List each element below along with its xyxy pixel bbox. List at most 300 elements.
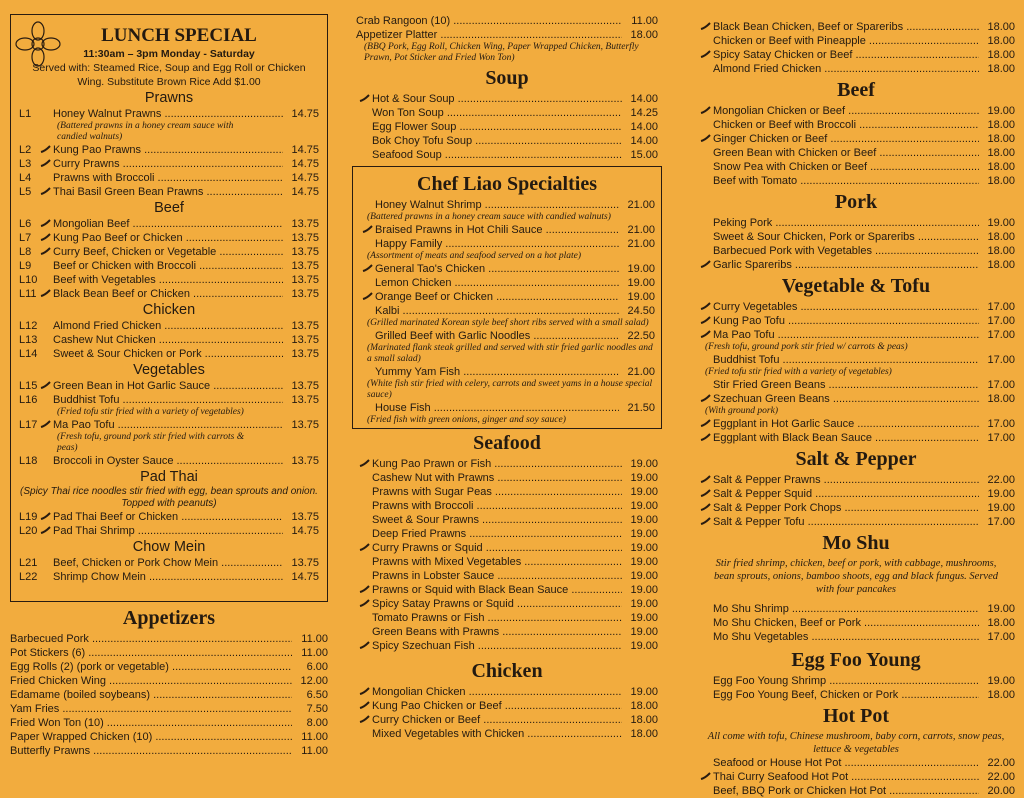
item-code: L16 (19, 394, 38, 406)
item-name: Happy Family ..... (375, 237, 619, 251)
hot-spicy-icon (697, 132, 713, 146)
hot-spicy-icon (359, 223, 375, 237)
item-price: 21.00 (627, 238, 655, 250)
menu-item-row (697, 62, 1015, 76)
item-price: 11.00 (301, 633, 328, 645)
item-name: Chicken or Beef with Broccoli ..... (713, 118, 979, 132)
item-name: Stir Fried Green Beans ..... (713, 378, 979, 392)
hot-spicy-icon (359, 290, 375, 304)
beef-list (697, 104, 1015, 188)
column-left (10, 0, 328, 758)
menu-item-row (19, 570, 319, 584)
item-name: Curry Prawns or Squid ..... (372, 541, 622, 555)
lunch-group-title: Chicken (142, 302, 196, 318)
item-description: (With ground pork) (705, 406, 779, 416)
menu-item-row (19, 319, 319, 333)
lunch-hours: 11:30am – 3pm Monday - Saturday (83, 48, 255, 60)
item-price: 18.00 (987, 175, 1015, 187)
item-price: 15.00 (630, 149, 658, 161)
item-price: 19.00 (630, 640, 658, 652)
item-name: Pad Thai Shrimp ..... (53, 524, 283, 538)
hot-spicy-icon (697, 431, 713, 445)
hot-spicy-icon (697, 20, 713, 34)
item-price: 21.00 (627, 199, 655, 211)
item-name: Kalbi ..... (375, 304, 619, 318)
item-name: Almond Fried Chicken ..... (713, 62, 979, 76)
menu-item-row (356, 569, 658, 583)
item-price: 19.00 (987, 488, 1015, 500)
item-name: Seafood Soup ..... (372, 148, 622, 162)
item-price: 19.00 (630, 458, 658, 470)
item-name: Prawns with Sugar Peas ..... (372, 485, 622, 499)
item-name: Honey Walnut Prawns ..... (53, 107, 283, 121)
item-price: 19.00 (630, 528, 658, 540)
item-name: Spicy Satay Chicken or Beef ..... (713, 48, 979, 62)
menu-item-row (10, 702, 328, 716)
menu-item-row (19, 347, 319, 361)
item-name: Paper Wrapped Chicken (10) ..... (10, 730, 292, 744)
egg-foo-young-title: Egg Foo Young (791, 649, 921, 671)
item-price: 19.00 (630, 472, 658, 484)
item-code: L20 (19, 525, 38, 537)
item-name: Deep Fried Prawns ..... (372, 527, 622, 541)
item-name: Szechuan Green Beans ..... (713, 392, 979, 406)
item-description: (Battered prawns in a honey cream sauce with candied walnuts) (367, 212, 611, 222)
item-code: L4 (19, 172, 32, 184)
item-name: Mongolian Beef ..... (53, 217, 283, 231)
menu-item-row (697, 216, 1015, 230)
item-price: 20.00 (987, 785, 1015, 797)
menu-item-row (10, 674, 328, 688)
item-name: Lemon Chicken ..... (375, 276, 619, 290)
hot-spicy-icon (356, 639, 372, 653)
menu-item-row (19, 185, 319, 199)
item-name: Buddhist Tofu ..... (713, 353, 979, 367)
item-price: 13.75 (291, 246, 319, 258)
item-price: 18.00 (630, 728, 658, 740)
menu-item-row (697, 244, 1015, 258)
salt-pepper-list (697, 473, 1015, 529)
item-code: L14 (19, 348, 38, 360)
flower-logo-icon (13, 19, 63, 69)
menu-item-row (697, 48, 1015, 62)
hot-spicy-icon (37, 185, 53, 199)
item-price: 14.75 (291, 144, 319, 156)
item-description: (Battered prawns in a honey cream sauce with candied walnuts) (57, 121, 234, 142)
menu-item-row (359, 401, 655, 415)
menu-item-row (697, 353, 1015, 367)
item-description: (Assortment of meats and seafood served on a hot plate) (367, 251, 581, 261)
item-price: 21.50 (627, 402, 655, 414)
item-price: 8.00 (306, 717, 328, 729)
item-name: Green Beans with Prawns ..... (372, 625, 622, 639)
item-name: Orange Beef or Chicken ..... (375, 290, 619, 304)
chicken-cont-list (697, 20, 1015, 76)
hot-spicy-icon (697, 770, 713, 784)
menu-item-row (356, 14, 658, 28)
item-name: Kung Pao Prawns ..... (53, 143, 283, 157)
item-price: 17.00 (987, 315, 1015, 327)
item-name: Prawns or Squid with Black Bean Sauce ..... (372, 583, 622, 597)
item-price: 22.00 (987, 771, 1015, 783)
item-price: 21.00 (627, 224, 655, 236)
item-price: 18.00 (987, 393, 1015, 405)
lunch-group-items (19, 107, 319, 199)
hot-spicy-icon (37, 524, 53, 538)
hot-spicy-icon (356, 541, 372, 555)
item-price: 18.00 (987, 147, 1015, 159)
soup-title: Soup (485, 67, 529, 89)
item-name: Mongolian Chicken or Beef ..... (713, 104, 979, 118)
item-price: 11.00 (301, 745, 328, 757)
item-name: Prawns in Lobster Sauce ..... (372, 569, 622, 583)
menu-item-row (356, 92, 658, 106)
lunch-group-items (19, 379, 319, 468)
lunch-group-description: (Spicy Thai rice noodles stir fried with egg, bean sprouts and onion. Topped with peanuts) (20, 486, 318, 509)
item-price: 22.00 (987, 474, 1015, 486)
hot-spicy-icon (37, 231, 53, 245)
menu-item-row (359, 262, 655, 276)
item-price: 14.00 (630, 135, 658, 147)
menu-item-row (10, 688, 328, 702)
item-price: 13.75 (291, 232, 319, 244)
hot-spicy-icon (356, 583, 372, 597)
item-name: Kung Pao Chicken or Beef ..... (372, 699, 622, 713)
item-name: Hot & Sour Soup ..... (372, 92, 622, 106)
menu-item-row (697, 392, 1015, 406)
item-code: L2 (19, 144, 32, 156)
hot-spicy-icon (697, 501, 713, 515)
item-price: 14.25 (630, 107, 658, 119)
item-price: 6.00 (306, 661, 328, 673)
hot-spicy-icon (697, 48, 713, 62)
item-price: 19.00 (630, 584, 658, 596)
hot-spicy-icon (697, 300, 713, 314)
egg-foo-young-list (697, 674, 1015, 702)
menu-item-row (359, 329, 655, 343)
item-price: 14.00 (630, 93, 658, 105)
item-name: Tomato Prawns or Fish ..... (372, 611, 622, 625)
menu-item-row (19, 107, 319, 121)
item-price: 14.75 (291, 172, 319, 184)
lunch-groups (19, 89, 319, 584)
item-price: 13.75 (291, 380, 319, 392)
menu-item-row (697, 160, 1015, 174)
veg-tofu-list (697, 300, 1015, 445)
item-name: Kung Pao Tofu ..... (713, 314, 979, 328)
item-name: Black Bean Chicken, Beef or Spareribs ..... (713, 20, 979, 34)
hot-spicy-icon (37, 157, 53, 171)
item-description: (Fried tofu stir fried with a variety of vegetables) (57, 407, 244, 417)
item-price: 13.75 (291, 419, 319, 431)
item-name: Black Bean Beef or Chicken ..... (53, 287, 283, 301)
menu-item-row (356, 106, 658, 120)
chef-specialties-box (352, 166, 662, 429)
menu-item-row (356, 513, 658, 527)
hot-spicy-icon (356, 457, 372, 471)
menu-item-row (19, 143, 319, 157)
menu-item-row (19, 231, 319, 245)
item-price: 13.75 (291, 288, 319, 300)
chicken-list (356, 685, 658, 741)
item-name: Spicy Szechuan Fish ..... (372, 639, 622, 653)
menu-item-row (697, 174, 1015, 188)
menu-item-row (697, 417, 1015, 431)
item-price: 17.00 (987, 301, 1015, 313)
menu-item-row (697, 602, 1015, 616)
hot-spicy-icon (697, 487, 713, 501)
menu-item-row (697, 630, 1015, 644)
menu-item-row (19, 524, 319, 538)
item-name: Beef with Vegetables ..... (53, 273, 283, 287)
pork-title: Pork (834, 191, 878, 213)
item-description: (Fresh tofu, ground pork stir fried with carrots & peas) (57, 432, 245, 453)
hot-pot-description: All come with tofu, Chinese mushroom, baby corn, carrots, snow peas, lettuce & vegetables (707, 731, 1005, 755)
menu-item-row (697, 616, 1015, 630)
item-price: 11.00 (631, 15, 658, 27)
menu-item-row (697, 328, 1015, 342)
item-name: Pad Thai Beef or Chicken ..... (53, 510, 283, 524)
menu-item-row (10, 716, 328, 730)
menu-item-row (19, 259, 319, 273)
menu-item-row (10, 730, 328, 744)
item-price: 18.00 (987, 231, 1015, 243)
item-name: Ma Pao Tofu ..... (713, 328, 979, 342)
hot-spicy-icon (697, 515, 713, 529)
item-price: 18.00 (987, 119, 1015, 131)
item-price: 21.00 (627, 366, 655, 378)
hot-spicy-icon (37, 379, 53, 393)
item-name: Pot Stickers (6) ..... (10, 646, 292, 660)
menu-item-row (697, 378, 1015, 392)
hot-spicy-icon (37, 245, 53, 259)
item-price: 17.00 (987, 329, 1015, 341)
item-price: 19.00 (630, 556, 658, 568)
menu-item-row (359, 237, 655, 251)
menu-item-row (356, 597, 658, 611)
menu-item-row (697, 784, 1015, 798)
item-price: 22.00 (987, 757, 1015, 769)
item-name: Ma Pao Tofu ..... (53, 418, 283, 432)
menu-item-row (697, 258, 1015, 272)
menu-item-row (697, 118, 1015, 132)
item-code: L9 (19, 260, 32, 272)
menu-item-row (356, 457, 658, 471)
salt-pepper-title: Salt & Pepper (795, 448, 917, 470)
menu-item-row (19, 217, 319, 231)
item-price: 19.00 (987, 502, 1015, 514)
item-name: Green Bean in Hot Garlic Sauce ..... (53, 379, 283, 393)
item-price: 19.00 (630, 570, 658, 582)
item-price: 13.75 (291, 394, 319, 406)
menu-item-row (356, 499, 658, 513)
item-price: 14.75 (291, 108, 319, 120)
menu-item-row (10, 632, 328, 646)
menu-item-row (19, 245, 319, 259)
item-name: Barbecued Pork ..... (10, 632, 292, 646)
beef-title: Beef (837, 79, 875, 101)
menu-item-row (359, 290, 655, 304)
item-name: Egg Flower Soup ..... (372, 120, 622, 134)
item-name: Won Ton Soup ..... (372, 106, 622, 120)
menu-item-row (356, 555, 658, 569)
hot-spicy-icon (356, 92, 372, 106)
item-price: 18.00 (987, 133, 1015, 145)
chef-specialties-list (359, 198, 655, 426)
item-name: Sweet & Sour Chicken or Pork ..... (53, 347, 283, 361)
menu-item-row (10, 744, 328, 758)
item-price: 18.00 (987, 49, 1015, 61)
lunch-group-items (19, 556, 319, 584)
item-name: Grilled Beef with Garlic Noodles ..... (375, 329, 619, 343)
menu-item-row (356, 713, 658, 727)
menu-item-row (356, 134, 658, 148)
hot-spicy-icon (697, 417, 713, 431)
lunch-group-items (19, 510, 319, 538)
item-price: 18.00 (630, 714, 658, 726)
item-code: L5 (19, 186, 32, 198)
menu-item-row (697, 300, 1015, 314)
appetizers-title: Appetizers (122, 607, 216, 629)
item-price: 18.00 (630, 29, 658, 41)
item-name: Snow Pea with Chicken or Beef ..... (713, 160, 979, 174)
item-code: L18 (19, 455, 38, 467)
item-price: 14.00 (630, 121, 658, 133)
hot-spicy-icon (356, 685, 372, 699)
item-name: Mo Shu Vegetables ..... (713, 630, 979, 644)
item-price: 13.75 (291, 320, 319, 332)
item-name: Mo Shu Chicken, Beef or Pork ..... (713, 616, 979, 630)
item-name: Green Bean with Chicken or Beef ..... (713, 146, 979, 160)
item-code: L3 (19, 158, 32, 170)
item-name: Thai Curry Seafood Hot Pot ..... (713, 770, 979, 784)
item-name: Butterfly Prawns ..... (10, 744, 292, 758)
hot-spicy-icon (37, 287, 53, 301)
pork-list (697, 216, 1015, 272)
item-name: Bok Choy Tofu Soup ..... (372, 134, 622, 148)
hot-spicy-icon (37, 217, 53, 231)
item-price: 18.00 (987, 245, 1015, 257)
item-price: 18.00 (987, 689, 1015, 701)
menu-item-row (19, 287, 319, 301)
menu-item-row (697, 431, 1015, 445)
item-name: Cashew Nut with Prawns ..... (372, 471, 622, 485)
item-price: 19.00 (630, 486, 658, 498)
menu-item-row (697, 756, 1015, 770)
item-name: Beef or Chicken with Broccoli ..... (53, 259, 283, 273)
item-price: 12.00 (300, 675, 328, 687)
item-name: Salt & Pepper Squid ..... (713, 487, 979, 501)
item-price: 13.75 (291, 334, 319, 346)
lunch-group-title: Beef (154, 200, 184, 216)
item-price: 18.00 (987, 35, 1015, 47)
item-name: Beef with Tomato ..... (713, 174, 979, 188)
item-price: 19.00 (627, 277, 655, 289)
item-price: 18.00 (987, 161, 1015, 173)
hot-spicy-icon (356, 699, 372, 713)
hot-spicy-icon (697, 473, 713, 487)
item-name: Egg Foo Young Shrimp ..... (713, 674, 979, 688)
hot-spicy-icon (697, 328, 713, 342)
item-code: L7 (19, 232, 32, 244)
item-name: Eggplant in Hot Garlic Sauce ..... (713, 417, 979, 431)
item-name: Peking Pork ..... (713, 216, 979, 230)
menu-item-row (697, 230, 1015, 244)
item-price: 17.00 (987, 354, 1015, 366)
item-price: 18.00 (987, 259, 1015, 271)
item-price: 13.75 (291, 274, 319, 286)
item-name: Yummy Yam Fish ..... (375, 365, 619, 379)
item-name: Kung Pao Prawn or Fish ..... (372, 457, 622, 471)
item-name: Edamame (boiled soybeans) ..... (10, 688, 292, 702)
mo-shu-title: Mo Shu (822, 532, 890, 554)
item-name: Buddhist Tofu ..... (53, 393, 283, 407)
item-price: 13.75 (291, 511, 319, 523)
menu-item-row (356, 685, 658, 699)
item-name: Curry Vegetables ..... (713, 300, 979, 314)
item-name: Fried Chicken Wing ..... (10, 674, 292, 688)
lunch-group-title: Prawns (144, 90, 194, 106)
item-price: 11.00 (301, 731, 328, 743)
mo-shu-description: Stir fried shrimp, chicken, beef or pork, with cabbage, mushrooms, bean sprouts, onions, bamboo shoots, egg and black fungus. Served with four pancakes (714, 558, 998, 595)
item-price: 19.00 (630, 500, 658, 512)
item-name: Curry Beef, Chicken or Vegetable ..... (53, 245, 283, 259)
menu-item-row (697, 515, 1015, 529)
menu-item-row (356, 148, 658, 162)
menu-item-row (10, 646, 328, 660)
menu-item-row (19, 454, 319, 468)
item-price: 13.75 (291, 455, 319, 467)
item-code: L6 (19, 218, 32, 230)
menu-item-row (697, 688, 1015, 702)
item-name: Sweet & Sour Chicken, Pork or Spareribs ..... (713, 230, 979, 244)
item-description: (White fish stir fried with celery, carrots and sweet yams in a house special sauce) (367, 379, 653, 400)
item-description: (BBQ Pork, Egg Roll, Chicken Wing, Paper Wrapped Chicken, Butterfly Prawn, Pot Sticker and Fried Won Ton) (364, 42, 639, 63)
item-name: Shrimp Chow Mein ..... (53, 570, 283, 584)
hot-spicy-icon (356, 713, 372, 727)
menu-item-row (356, 639, 658, 653)
item-price: 19.00 (627, 263, 655, 275)
menu-item-row (697, 314, 1015, 328)
menu-item-row (359, 365, 655, 379)
menu-item-row (697, 770, 1015, 784)
item-name: Beef, BBQ Pork or Chicken Hot Pot ..... (713, 784, 979, 798)
hot-spicy-icon (697, 392, 713, 406)
item-price: 13.75 (291, 348, 319, 360)
menu-item-row (697, 487, 1015, 501)
appetizers-list (10, 632, 328, 758)
menu-item-row (356, 28, 658, 42)
item-name: Crab Rangoon (10) ..... (356, 14, 622, 28)
menu-item-row (356, 527, 658, 541)
item-name: Beef, Chicken or Pork Chow Mein ..... (53, 556, 283, 570)
item-code: L10 (19, 274, 38, 286)
item-code: L21 (19, 557, 38, 569)
item-code: L15 (19, 380, 38, 392)
item-code: L11 (19, 288, 37, 300)
menu-item-row (19, 273, 319, 287)
hot-pot-title: Hot Pot (822, 705, 890, 727)
menu-item-row (697, 146, 1015, 160)
menu-item-row (356, 699, 658, 713)
menu-item-row (356, 727, 658, 741)
item-description: (Fresh tofu, ground pork stir fried w/ carrots & peas) (705, 342, 908, 352)
lunch-group-title: Chow Mein (132, 539, 206, 555)
item-name: Prawns with Broccoli ..... (372, 499, 622, 513)
item-name: Almond Fried Chicken ..... (53, 319, 283, 333)
menu-item-row (19, 510, 319, 524)
item-price: 18.00 (987, 617, 1015, 629)
